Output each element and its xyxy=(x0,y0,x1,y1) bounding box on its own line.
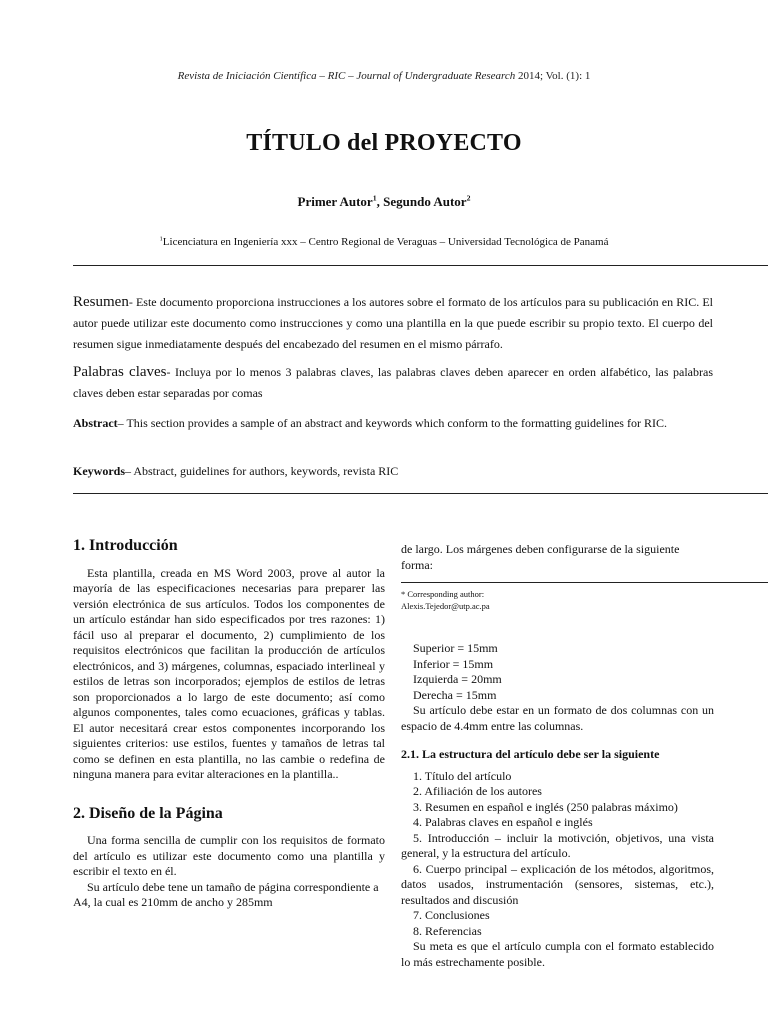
affiliation xyxy=(0,236,768,248)
journal-issue: 2014; Vol. (1): 1 xyxy=(518,70,591,82)
keywords-label: Keywords xyxy=(73,464,125,478)
palabras-claves-text: - Incluya por lo menos 3 palabras claves, las palabras claves deben aparecer en orden alfabético, las palabras claves deben estar separadas por comas xyxy=(73,365,713,400)
margin-inferior: Inferior = 15mm xyxy=(413,656,494,671)
author-separator: , xyxy=(376,194,384,209)
footnote-email: Alexis.Tejedor@utp.ac.pa xyxy=(401,601,490,611)
structure-item-2: 2. Afiliación de los autores xyxy=(413,784,542,798)
palabras-claves-label: Palabras claves xyxy=(73,364,167,380)
design-paragraph-1: Una forma sencilla de cumplir con los requisitos de formato del artículo es utilizar este documento como una plantilla y escribir el texto en él. xyxy=(73,833,385,878)
abstract-label: Abstract xyxy=(73,416,118,430)
bottom-rule xyxy=(73,493,768,494)
structure-heading: 2.1. La estructura del artículo debe ser la siguiente xyxy=(401,747,660,761)
left-column xyxy=(73,538,385,911)
footnote-line-1: * Corresponding author: xyxy=(401,589,485,599)
structure-item-5: 5. Introducción – incluir la motivción, objetivos, una vista general, y la estructura del artículo. xyxy=(401,830,714,860)
keywords-paragraph xyxy=(73,461,713,482)
right-column xyxy=(401,542,714,573)
author-2-sup: 2 xyxy=(466,193,471,203)
structure-item-1: 1. Título del artículo xyxy=(413,768,512,783)
abstract-text: – This section provides a sample of an abstract and keywords which conform to the formatting guidelines for RIC. xyxy=(117,416,667,430)
design-heading: 2. Diseño de la Página xyxy=(73,804,223,822)
closing-paragraph: Su meta es que el artículo cumpla con el formato establecido lo más estrechamente posible. xyxy=(401,939,714,969)
journal-header xyxy=(0,70,768,82)
palabras-claves-paragraph xyxy=(73,362,713,404)
paper-title: TÍTULO del PROYECTO xyxy=(246,130,522,156)
resumen-paragraph xyxy=(73,292,713,355)
structure-item-3: 3. Resumen en español e inglés (250 palabras máximo) xyxy=(413,799,678,814)
author-line xyxy=(0,194,768,210)
continuation-paragraph: de largo. Los márgenes deben configurarse de la siguiente forma: xyxy=(401,542,680,572)
structure-item-8: 8. Referencias xyxy=(413,923,482,938)
footnote xyxy=(401,588,714,612)
journal-name: Revista de Iniciación Científica – RIC – Journal of Undergraduate Research xyxy=(177,70,516,82)
margin-izquierda: Izquierda = 20mm xyxy=(413,672,502,686)
structure-item-4: 4. Palabras claves en español e inglés xyxy=(413,815,593,829)
intro-paragraph: Esta plantilla, creada en MS Word 2003, prove al autor la mayoría de las especificaciones necesarias para preparer las versión electrónica de sus artículos. Todos los componentes de un artículo estándar han sido especificados por tres razones: 1) fácil uso al preparar el documento, 2) cumplimiento de los requisitos electrónicos que facilitan la producción de artículos electrónicos, and 3) márgenes, columnas, espaciado interlineal y estilos de letras son incorporados; ejemplos de estilos de letras son proporcionados a lo largo de este documento; así como algunos componentes, tales como ecuaciones, gráficas y tablas. El autor necesitará crear estos componentes incorporando los siguientes criterios: use estilos, fuentes y tamaños de letras tal como se definen en esta plantilla, no las cambie o redefina de ninguna manera para evitar alteraciones en la plantilla.. xyxy=(73,565,385,781)
footnote-rule xyxy=(401,582,768,583)
structure-item-7: 7. Conclusiones xyxy=(413,908,490,922)
top-rule xyxy=(73,265,768,266)
author-1-sup: 1 xyxy=(372,193,377,203)
affiliation-text: Licenciatura en Ingeniería xxx – Centro Regional de Veraguas – Universidad Tecnológica de Panamá xyxy=(162,236,609,248)
keywords-text: – Abstract, guidelines for authors, keywords, revista RIC xyxy=(125,464,399,478)
structure-item-6: 6. Cuerpo principal – explicación de los métodos, algoritmos, datos usados, instrumentación (sensores, sistemas, etc.), resultados and discusión xyxy=(401,861,714,907)
resumen-text: - Este documento proporciona instrucciones a los autores sobre el formato de los artículos para su publicación en RIC. El autor puede utilizar este documento como instrucciones y como una plantilla en la que puede escribir su propio texto. El cuerpo del resumen sigue inmediatamente después del encabezado del resumen en el mismo párrafo. xyxy=(73,295,713,351)
design-paragraph-2: Su artículo debe tene un tamaño de página correspondiente a A4, la cual es 210mm de ancho y 285mm xyxy=(73,879,379,909)
margins-block xyxy=(401,641,714,970)
author-2: Segundo Autor xyxy=(383,194,467,209)
affiliation-sup: 1 xyxy=(159,235,163,243)
margin-derecha: Derecha = 15mm xyxy=(413,687,497,702)
margin-superior: Superior = 15mm xyxy=(413,641,498,655)
resumen-label: Resumen xyxy=(73,294,129,310)
abstract-paragraph xyxy=(73,413,713,434)
columns-paragraph: Su artículo debe estar en un formato de dos columnas con un espacio de 4.4mm entre las columnas. xyxy=(401,703,714,733)
author-1: Primer Autor xyxy=(297,194,373,209)
intro-heading: 1. Introducción xyxy=(73,537,178,554)
